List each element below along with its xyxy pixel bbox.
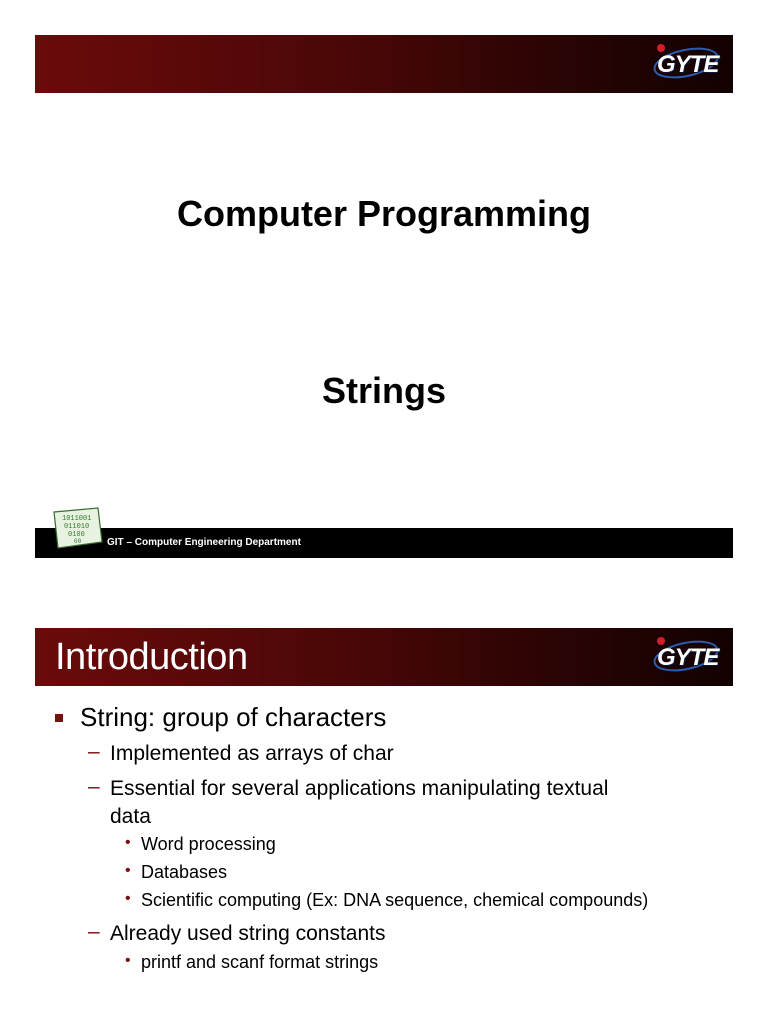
dash-bullet-icon: – bbox=[88, 740, 100, 763]
dash-bullet-icon: – bbox=[88, 775, 100, 798]
dot-bullet-icon: • bbox=[125, 862, 131, 879]
footer-text: GIT – Computer Engineering Department bbox=[107, 537, 301, 548]
svg-text:00: 00 bbox=[74, 538, 82, 545]
gyte-logo bbox=[651, 41, 721, 85]
slide-subtitle: Strings bbox=[321, 370, 446, 411]
introduction-slide bbox=[0, 600, 768, 1024]
bullet-l2: Already used string constants bbox=[110, 922, 386, 945]
gyte-logo bbox=[651, 634, 721, 678]
bullet-l1: String: group of characters bbox=[80, 702, 387, 732]
dash-bullet-icon: – bbox=[88, 920, 100, 943]
bullet-l3: Word processing bbox=[141, 834, 276, 854]
square-bullet-icon bbox=[55, 714, 63, 722]
slide-title: Introduction bbox=[55, 636, 248, 678]
binary-flag-icon bbox=[50, 506, 106, 552]
bullet-l3: Databases bbox=[141, 862, 228, 882]
dot-bullet-icon: • bbox=[125, 834, 131, 851]
dot-bullet-icon: • bbox=[125, 952, 131, 969]
svg-text:0100: 0100 bbox=[68, 531, 85, 539]
dot-bullet-icon: • bbox=[125, 890, 131, 907]
logo-text: GYTE bbox=[657, 644, 719, 671]
bullet-l2: Essential for several applications manipulating textual bbox=[110, 777, 609, 800]
bullet-l3: Scientific computing (Ex: DNA sequence, chemical compounds) bbox=[141, 890, 649, 910]
svg-text:011010: 011010 bbox=[64, 523, 90, 531]
bullet-l3: printf and scanf format strings bbox=[141, 952, 379, 972]
slide-title: Computer Programming bbox=[176, 193, 592, 234]
footer-bar bbox=[35, 528, 733, 558]
header-bar bbox=[35, 628, 733, 686]
header-bar bbox=[35, 35, 733, 93]
svg-text:1011001: 1011001 bbox=[62, 515, 92, 523]
bullet-l2-continuation: data bbox=[110, 805, 151, 828]
bullet-l2: Implemented as arrays of char bbox=[110, 742, 394, 765]
logo-text: GYTE bbox=[657, 51, 719, 78]
